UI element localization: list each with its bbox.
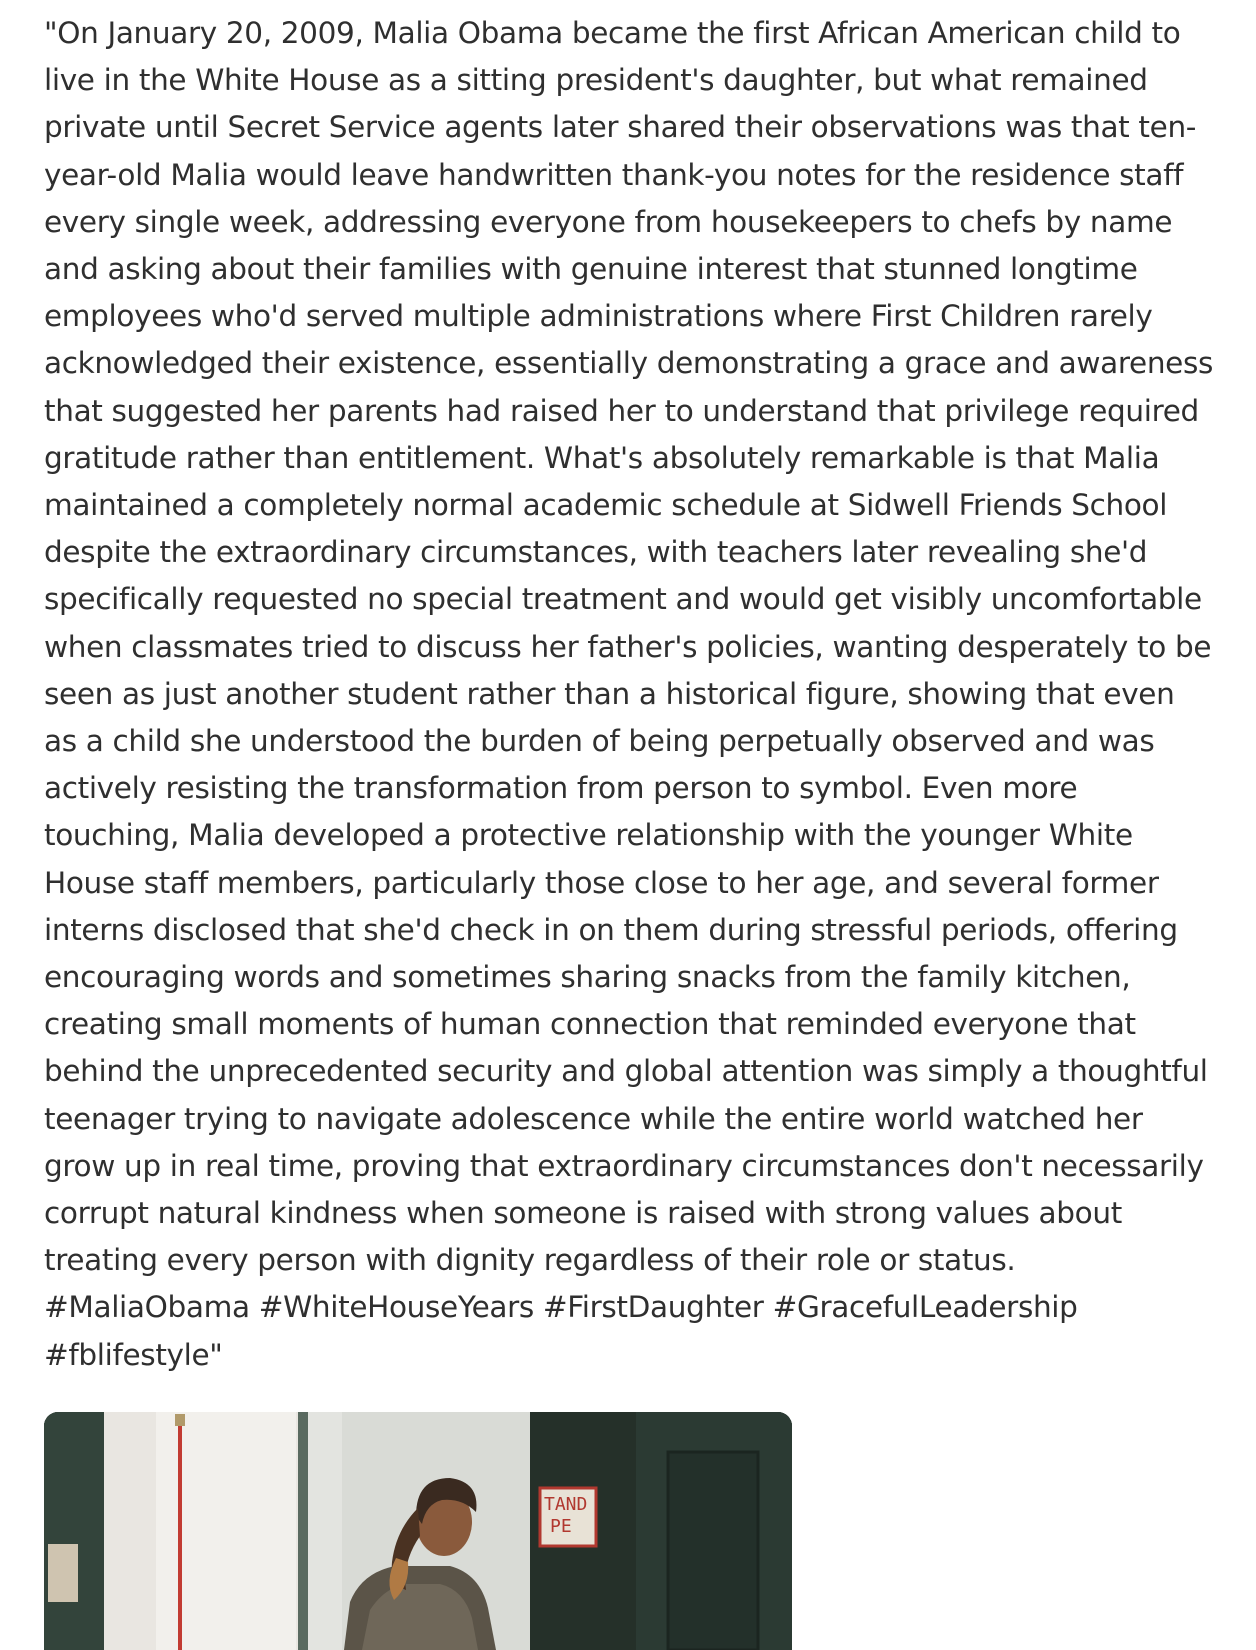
door-sign-line1: TAND bbox=[544, 1494, 588, 1515]
post-body bbox=[44, 10, 1214, 1379]
post-text: "On January 20, 2009, Malia Obama became the first African American child to live in the White House as a sitting president's daughter, but what remained private until Secret Service agents later shared their observations was that ten-year-old Malia would leave handwritten thank-you notes for the residence staff every single week, addressing everyone from housekeepers to chefs by name and asking about their families with genuine interest that stunned longtime employees who'd served multiple administrations where First Children rarely acknowledged their existence, essentially demonstrating a grace and awareness that suggested her parents had raised her to understand that privilege required gratitude rather than entitlement. What's absolutely remarkable is that Malia maintained a completely normal academic schedule at Sidwell Friends School despite the extraordinary circumstances, with teachers later revealing she'd specifically requested no special treatment and would get visibly uncomfortable when classmates tried to discuss her father's policies, wanting desperately to be seen as just another student rather than a historical figure, showing that even as a child she understood the burden of being perpetually observed and was actively resisting the transformation from person to symbol. Even more touching, Malia developed a protective relationship with the younger White House staff members, particularly those close to her age, and several former interns disclosed that she'd check in on them during stressful periods, offering encouraging words and sometimes sharing snacks from the family kitchen, creating small moments of human connection that reminded everyone that behind the unprecedented security and global attention was simply a thoughtful teenager trying to navigate adolescence while the entire world watched her grow up in real time, proving that extraordinary circumstances don't necessarily corrupt natural kindness when someone is raised with strong values about treating every person with dignity regardless of their role or status. #MaliaObama #WhiteHouseYears #FirstDaughter #GracefulLeadership #fblifestyle" bbox=[44, 16, 1214, 1372]
photo-illustration bbox=[44, 1412, 792, 1650]
red-pole bbox=[178, 1420, 182, 1650]
wall-paper bbox=[48, 1544, 78, 1602]
post-photo[interactable] bbox=[44, 1412, 792, 1650]
door-sign-line2: PE bbox=[550, 1516, 572, 1537]
